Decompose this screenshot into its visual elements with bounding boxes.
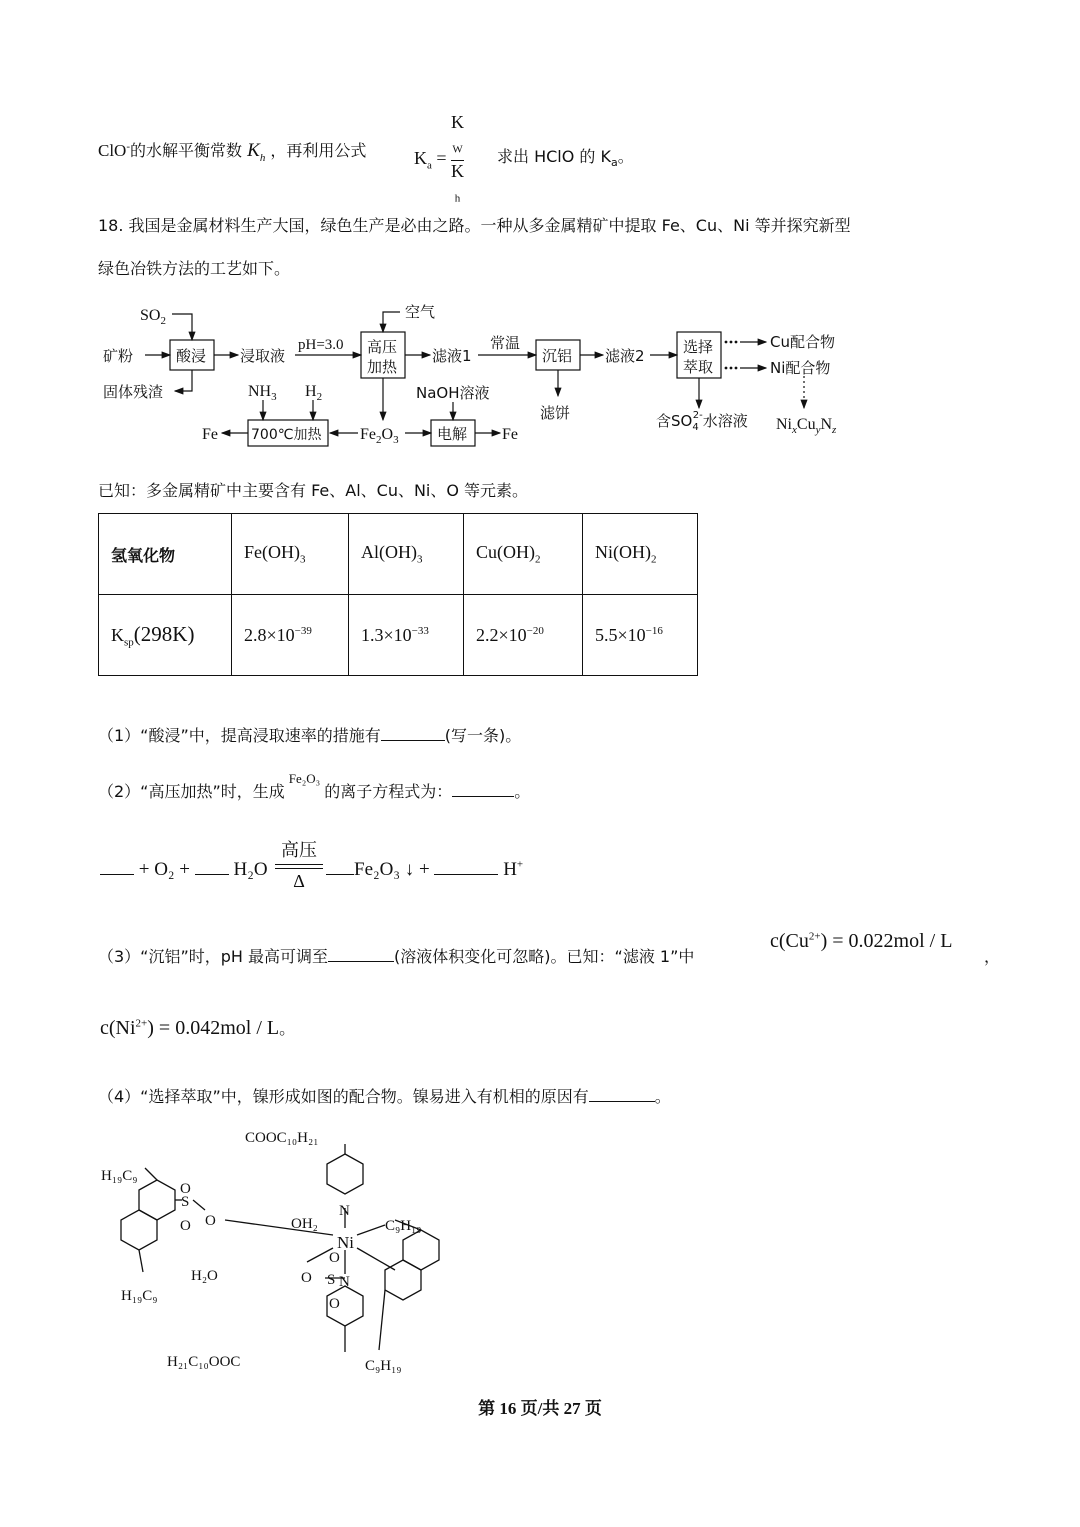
table-compound: $Al(OH)_3$ bbox=[349, 514, 464, 595]
flow-naoh: NaOH溶液 bbox=[416, 384, 490, 402]
flow-filtrate1: 滤液1 bbox=[432, 347, 472, 365]
ion-equation bbox=[100, 858, 268, 881]
intro-line bbox=[98, 138, 366, 164]
struct-ni: Ni bbox=[337, 1233, 354, 1252]
struct-h19c9-bottom: H₁₉C₉ bbox=[121, 1288, 158, 1304]
answer-blank-1[interactable] bbox=[381, 724, 445, 741]
ksp-table bbox=[98, 513, 698, 676]
struct-o-right: O bbox=[301, 1270, 312, 1286]
struct-s-left: S bbox=[181, 1194, 190, 1210]
answer-blank-4[interactable] bbox=[589, 1085, 655, 1102]
struct-n-bottom: N bbox=[339, 1274, 350, 1290]
kw-numerator: K $_W$ bbox=[451, 112, 464, 161]
question-4: （4）“选择萃取”中，镍形成如图的配合物。镍易进入有机相的原因有 。 bbox=[98, 1087, 671, 1106]
struct-o-left: O bbox=[205, 1213, 216, 1229]
q18-line-1: 18. 我国是金属材料生产大国，绿色生产是必由之路。一种从多金属精矿中提取 Fe、Cu、Ni 等并探究新型 bbox=[98, 216, 851, 235]
process-flow-diagram bbox=[100, 296, 860, 456]
q3-comma: ， bbox=[984, 947, 1001, 966]
kh-denominator: K $_h$ bbox=[451, 160, 465, 205]
q3-cu-conc: $c(Cu^{2+}) = 0.022mol / L$ bbox=[770, 930, 953, 952]
table-compound: $Cu(OH)_2$ bbox=[464, 514, 583, 595]
flow-room-temp: 常温 bbox=[490, 334, 521, 352]
question-2: （2）“高压加热”时，生成$^{Fe_2O_3}$的离子方程式为： 。 bbox=[98, 771, 531, 801]
flow-extract-2: 萃取 bbox=[683, 358, 714, 376]
q3-ni-conc: $c(Ni^{2+}) = 0.042mol / L$。 bbox=[100, 1017, 296, 1039]
flow-al-precip: 沉铝 bbox=[542, 347, 573, 365]
struct-c9h19-top: C₉H₁₉ bbox=[385, 1218, 422, 1234]
flow-cu-complex: Cu配合物 bbox=[770, 333, 835, 351]
struct-o-left-top: O bbox=[180, 1181, 191, 1197]
flow-fe-right: Fe bbox=[502, 426, 518, 443]
right-naphthalene-ring-1 bbox=[385, 1260, 421, 1300]
flow-fe-left: Fe bbox=[202, 426, 218, 443]
table-row bbox=[99, 514, 698, 595]
answer-blank-2[interactable] bbox=[452, 780, 514, 797]
flow-nh3: $NH_3$ bbox=[248, 383, 277, 403]
question-3: （3）“沉铝”时，pH 最高可调至 (溶液体积变化可忽略)。已知：“滤液 1”中 bbox=[98, 947, 695, 966]
kh-symbol: $K_h$ bbox=[247, 140, 266, 164]
question-1: （1）“酸浸”中，提高浸取速率的措施有 (写一条)。 bbox=[98, 726, 522, 745]
left-naphthalene-ring-2 bbox=[121, 1210, 157, 1250]
struct-h2o: H₂O bbox=[191, 1268, 218, 1284]
page-footer: 第 16 页/共 27 页 bbox=[478, 1399, 602, 1418]
q18-line-2: 绿色冶铁方法的工艺如下。 bbox=[98, 259, 291, 278]
q2-fe2o3: Fe₂O₃ bbox=[288, 771, 321, 786]
table-compound: $Fe(OH)_3$ bbox=[232, 514, 349, 595]
intro-tail: 求出 HClO 的 $K_a$。 bbox=[497, 147, 634, 170]
flow-residue: 固体残渣 bbox=[103, 383, 164, 401]
table-ksp-label: $K_{sp}(298K)$ bbox=[99, 595, 232, 676]
flow-electrolysis: 电解 bbox=[437, 425, 468, 443]
known-note: 已知：多金属精矿中主要含有 Fe、Al、Cu、Ni、O 等元素。 bbox=[98, 481, 529, 500]
struct-oh2: OH₂ bbox=[291, 1216, 318, 1232]
flow-extract-1: 选择 bbox=[683, 338, 714, 356]
struct-cooc10h21: COOC₁₀H₂₁ bbox=[245, 1130, 319, 1146]
eq-blank-3[interactable] bbox=[326, 858, 354, 875]
eq-blank-2[interactable] bbox=[195, 858, 229, 875]
struct-h21c10ooc: H₂₁C₁₀OOC bbox=[167, 1354, 241, 1370]
eq-cond-top: 高压 bbox=[281, 840, 317, 861]
table-row bbox=[99, 595, 698, 676]
right-naphthalene-ring-2 bbox=[403, 1230, 439, 1270]
table-compound: $Ni(OH)_2$ bbox=[583, 514, 698, 595]
struct-o-right-top: O bbox=[329, 1250, 340, 1266]
clo-ion: ClO- bbox=[98, 140, 131, 160]
eq-h2o: H₂O bbox=[233, 859, 268, 880]
flow-ore: 矿粉 bbox=[103, 347, 134, 365]
eq-o2: + O₂ + bbox=[138, 859, 191, 880]
flow-nicun: $Ni_xCu_yN_z$ bbox=[776, 416, 837, 436]
left-naphthalene-ring-1 bbox=[139, 1180, 175, 1220]
struct-o-right-bottom: O bbox=[329, 1296, 340, 1312]
flow-ni-complex: Ni配合物 bbox=[770, 359, 831, 377]
eq-h: H+ bbox=[503, 858, 524, 880]
struct-c9h19-bottom: C₉H₁₉ bbox=[365, 1358, 402, 1374]
flow-fe2o3: $Fe_2O_3$ bbox=[360, 426, 399, 446]
flow-so2: $SO_2$ bbox=[140, 307, 166, 327]
ion-equation-right bbox=[326, 858, 523, 881]
flow-ph: pH=3.0 bbox=[298, 337, 344, 353]
flow-filtrate2: 滤液2 bbox=[605, 347, 645, 365]
ka-symbol: $K_a$ = bbox=[414, 148, 447, 172]
eq-blank-4[interactable] bbox=[434, 858, 498, 875]
eq-condition bbox=[275, 838, 323, 893]
table-ksp-value: $2.8\times 10^{-39}$ bbox=[232, 595, 349, 676]
eq-blank-1[interactable] bbox=[100, 858, 134, 875]
struct-s-right: S bbox=[327, 1272, 336, 1288]
flow-leach-liquid: 浸取液 bbox=[240, 347, 286, 365]
intro-text-2: ，再利用公式 bbox=[270, 141, 367, 160]
ka-fraction bbox=[451, 112, 464, 208]
ka-formula bbox=[414, 112, 464, 208]
table-header-label: 氢氧化物 bbox=[99, 514, 232, 595]
flow-h2: $H_2$ bbox=[305, 383, 323, 403]
flow-heat700: 700℃加热 bbox=[251, 427, 322, 443]
table-ksp-value: $5.5\times 10^{-16}$ bbox=[583, 595, 698, 676]
struct-n-top: N bbox=[339, 1203, 350, 1219]
flow-acid-leach: 酸浸 bbox=[176, 347, 207, 365]
nickel-complex-structure bbox=[95, 1120, 455, 1380]
flow-hp-1: 高压 bbox=[367, 338, 398, 356]
flow-filter-cake: 滤饼 bbox=[540, 404, 571, 422]
flow-so4-solution: 含$SO_42-$水溶液 bbox=[656, 410, 748, 433]
flow-air: 空气 bbox=[405, 303, 436, 321]
top-pyridine-ring bbox=[327, 1154, 363, 1194]
table-ksp-value: $2.2\times 10^{-20}$ bbox=[464, 595, 583, 676]
table-ksp-value: $1.3\times 10^{-33}$ bbox=[349, 595, 464, 676]
struct-h19c9-top: H₁₉C₉ bbox=[101, 1168, 138, 1184]
eq-cond-bottom: Δ bbox=[293, 871, 305, 891]
answer-blank-3[interactable] bbox=[328, 945, 394, 962]
eq-fe2o3: Fe₂O₃ ↓ + bbox=[354, 859, 430, 880]
flow-hp-2: 加热 bbox=[367, 358, 398, 376]
intro-text-1: 的水解平衡常数 bbox=[130, 141, 243, 160]
struct-o-left-bottom: O bbox=[180, 1218, 191, 1234]
